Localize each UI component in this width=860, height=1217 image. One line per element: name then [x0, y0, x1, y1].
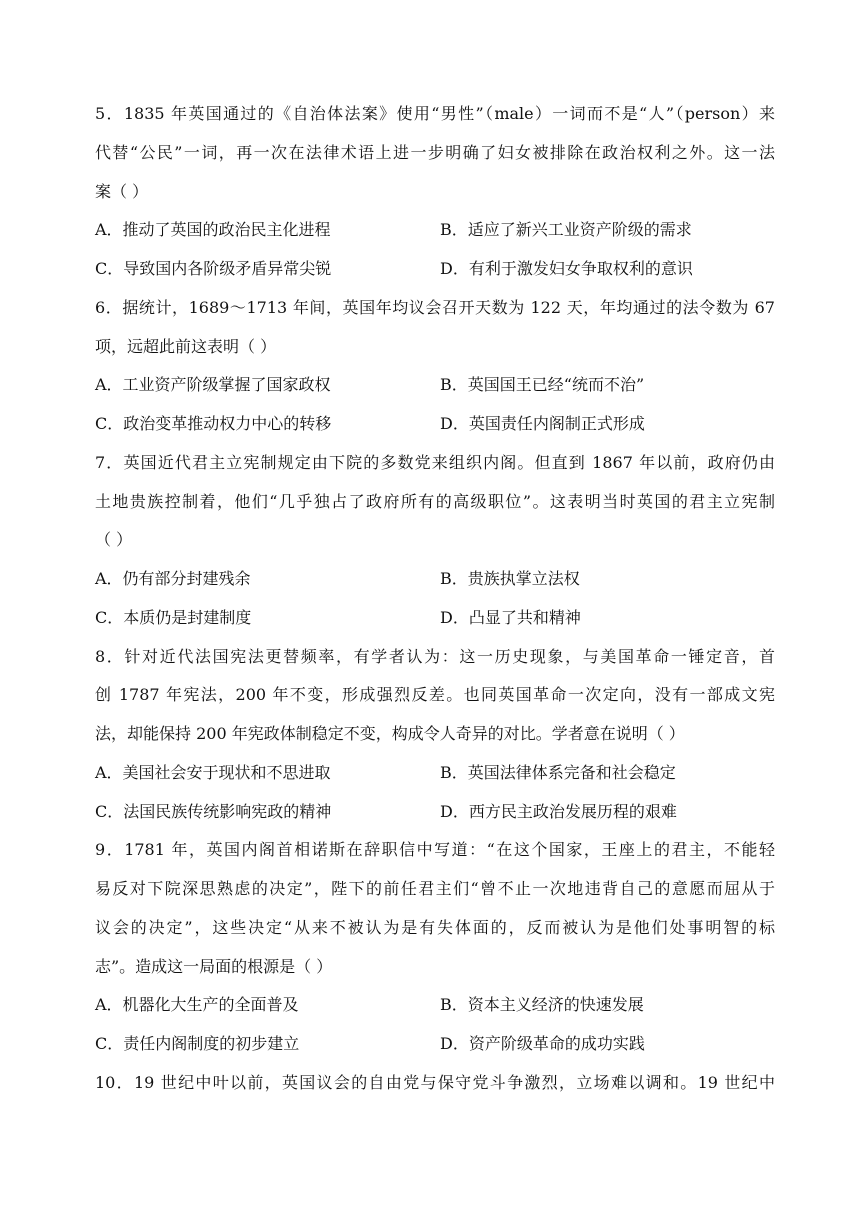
option-d: D．有利于激发妇女争取权利的意识	[440, 259, 693, 278]
option-d: D．凸显了共和精神	[440, 608, 581, 627]
question-stem-line: 创 1787 年宪法，200 年不变，形成强烈反差。也同英国革命一次定向，没有一部成文宪	[95, 685, 775, 704]
question-stem-line: 案（ ）	[95, 182, 149, 201]
option-c: C．法国民族传统影响宪政的精神	[95, 802, 332, 821]
question-stem-line: 10．19 世纪中叶以前，英国议会的自由党与保守党斗争激烈，立场难以调和。19 世纪中	[95, 1073, 775, 1092]
option-a: A．机器化大生产的全面普及	[95, 995, 299, 1014]
option-d: D．英国责任内阁制正式形成	[440, 414, 645, 433]
question-stem-line: （ ）	[95, 530, 133, 549]
question-stem-line: 易反对下院深思熟虑的决定”，陛下的前任君主们“曾不止一次地违背自己的意愿而屈从于	[95, 879, 775, 898]
question-stem-line: 土地贵族控制着，他们“几乎独占了政府所有的高级职位”。这表明当时英国的君主立宪制	[95, 492, 775, 511]
option-b: B．英国国王已经“统而不治”	[440, 375, 645, 394]
option-c: C．政治变革推动权力中心的转移	[95, 414, 332, 433]
question-stem-line: 9．1781 年，英国内阁首相诺斯在辞职信中写道：“在这个国家，王座上的君主，不能轻	[95, 840, 775, 859]
question-stem-line: 项，远超此前这表明（ ）	[95, 337, 277, 356]
question-stem-line: 7．英国近代君主立宪制规定由下院的多数党来组织内阁。但直到 1867 年以前，政府仍由	[95, 453, 775, 472]
option-b: B．资本主义经济的快速发展	[440, 995, 644, 1014]
option-a: A．仍有部分封建残余	[95, 569, 251, 588]
option-b: B．贵族执掌立法权	[440, 569, 580, 588]
option-c: C．导致国内各阶级矛盾异常尖锐	[95, 259, 332, 278]
option-b: B．英国法律体系完备和社会稳定	[440, 763, 676, 782]
option-a: A．美国社会安于现状和不思进取	[95, 763, 331, 782]
option-d: D．西方民主政治发展历程的艰难	[440, 802, 677, 821]
option-d: D．资产阶级革命的成功实践	[440, 1034, 645, 1053]
option-c: C．本质仍是封建制度	[95, 608, 252, 627]
question-stem-line: 8．针对近代法国宪法更替频率，有学者认为：这一历史现象，与美国革命一锤定音，首	[95, 647, 775, 666]
question-stem-line: 5．1835 年英国通过的《自治体法案》使用“男性”（male）一词而不是“人”（person）来	[95, 104, 775, 123]
option-c: C．责任内阁制度的初步建立	[95, 1034, 300, 1053]
question-stem-line: 代替“公民”一词，再一次在法律术语上进一步明确了妇女被排除在政治权利之外。这一法	[95, 143, 775, 162]
question-stem-line: 志”。造成这一局面的根源是（ ）	[95, 957, 333, 976]
question-stem-line: 法，却能保持 200 年宪政体制稳定不变，构成令人奇异的对比。学者意在说明（ ）	[95, 724, 685, 743]
option-a: A．工业资产阶级掌握了国家政权	[95, 375, 331, 394]
question-stem-line: 议会的决定”，这些决定“从来不被认为是有失体面的，反而被认为是他们处事明智的标	[95, 918, 775, 937]
question-stem-line: 6．据统计，1689～1713 年间，英国年均议会召开天数为 122 天，年均通过的法令数为 67	[95, 298, 775, 317]
option-a: A．推动了英国的政治民主化进程	[95, 220, 331, 239]
option-b: B．适应了新兴工业资产阶级的需求	[440, 220, 692, 239]
